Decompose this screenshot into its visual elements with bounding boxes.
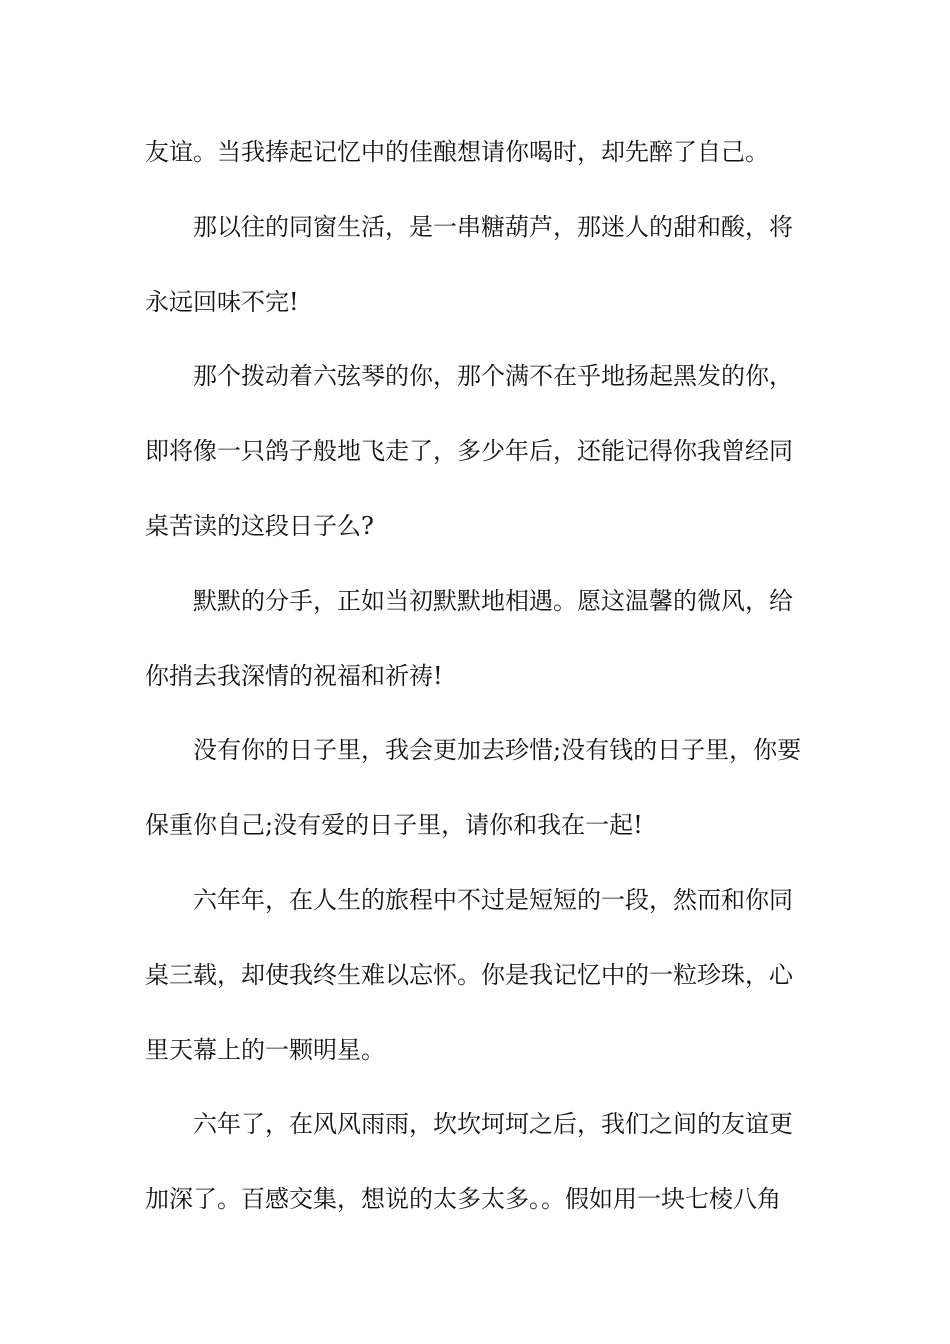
text-line: 六年了，在风风雨雨，坎坎坷坷之后，我们之间的友谊更 — [193, 1110, 793, 1139]
text-line: 没有你的日子里，我会更加去珍惜;没有钱的日子里，你要 — [193, 736, 802, 765]
text-line: 桌苦读的这段日子么? — [145, 511, 374, 540]
text-line: 六年年，在人生的旅程中不过是短短的一段，然而和你同 — [193, 885, 793, 914]
text-line: 那以往的同窗生活，是一串糖葫芦，那迷人的甜和酸，将 — [193, 212, 793, 241]
text-line: 默默的分手，正如当初默默地相遇。愿这温馨的微风，给 — [193, 586, 793, 615]
text-line: 那个拨动着六弦琴的你，那个满不在乎地扬起黑发的你， — [193, 362, 793, 391]
text-line: 永远回味不完! — [145, 287, 299, 316]
text-line: 友谊。当我捧起记忆中的佳酿想请你喝时，却先醉了自己。 — [145, 138, 769, 166]
text-line: 保重你自己;没有爱的日子里，请你和我在一起! — [145, 811, 643, 840]
text-line: 即将像一只鸽子般地飞走了，多少年后，还能记得你我曾经同 — [145, 437, 793, 466]
text-line: 桌三载，却使我终生难以忘怀。你是我记忆中的一粒珍珠，心 — [145, 960, 793, 989]
text-line: 里天幕上的一颗明星。 — [145, 1035, 385, 1064]
document-body — [145, 127, 810, 1249]
text-line: 加深了。百感交集，想说的太多太多。。假如用一块七棱八角 — [145, 1185, 781, 1214]
text-line: 你捎去我深情的祝福和祈祷! — [145, 661, 443, 690]
